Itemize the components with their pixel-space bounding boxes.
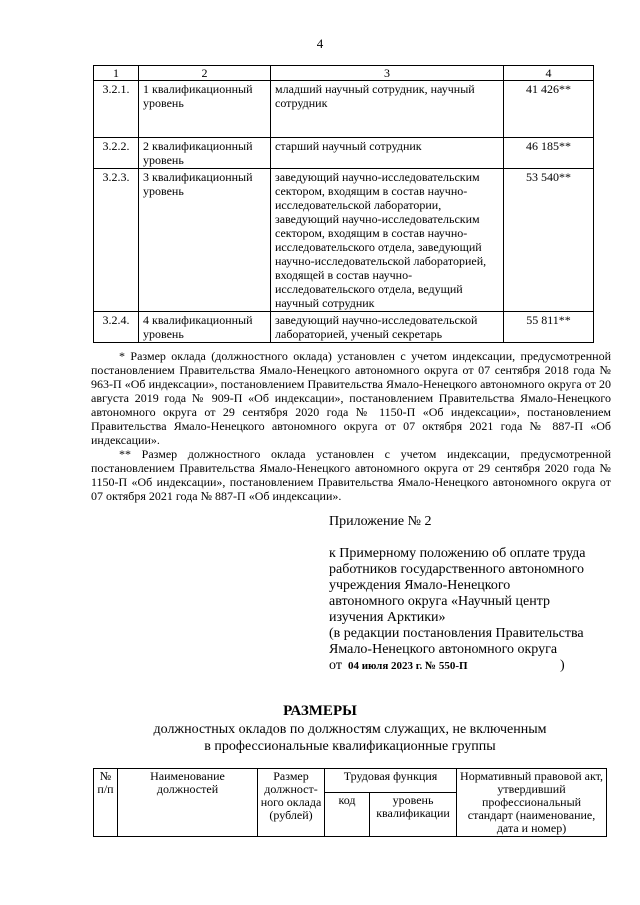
col-header-code: код [325, 793, 370, 837]
row-number: 3.2.4. [94, 312, 139, 343]
salary-value: 55 811** [504, 312, 594, 343]
section-title: РАЗМЕРЫ [283, 703, 357, 719]
salary-value: 46 185** [504, 138, 594, 169]
header-cell: 4 [504, 66, 594, 81]
row-number: 3.2.2. [94, 138, 139, 169]
positions-salary-table [93, 768, 607, 837]
qualification-level: 4 квалификационный уровень [139, 312, 271, 343]
appendix-line: изучения Арктики» [329, 610, 446, 625]
appendix-line: Ямало-Ненецкого автономного округа [329, 642, 558, 657]
table-row [94, 138, 594, 169]
header-cell: 3 [271, 66, 504, 81]
footnote: * Размер оклада (должностного оклада) установлен с учетом индексации, предусмотренной постановлением Правительства Ямало-Ненецкого автономного округа от 07 сентября 2018 года № 963-П «Об индексации», постановлением Правительства Ямало-Ненецкого автономного округа от 20 августа 2019 года № 909-П «Об индексации», постановлением Правительства Ямало-Ненецкого автономного округа от 29 сентября 2020 года № 1150-П «Об индексации», постановлением Правительства Ямало-Ненецкого автономного округа от 07 октября 2021 года № 887-П «Об индексации». [91, 349, 611, 447]
row-number: 3.2.1. [94, 81, 139, 138]
col-header-name: Наименование должностей [118, 769, 258, 837]
section-subtitle [100, 721, 600, 755]
salary-value: 41 426** [504, 81, 594, 138]
qualification-level: 3 квалификационный уровень [139, 169, 271, 312]
edition-date: 04 июля 2023 г. № 550-П [347, 660, 468, 672]
positions: заведующий научно-исследовательской лабораторией, ученый секретарь [271, 312, 504, 343]
col-header-size: Размер должност-ного оклада (рублей) [258, 769, 325, 837]
header-cell: 2 [139, 66, 271, 81]
subtitle-line: должностных окладов по должностям служащих, не включенным [153, 722, 547, 737]
appendix-line: (в редакции постановления Правительства [329, 626, 584, 641]
appendix-line: работников государственного автономного [329, 562, 585, 577]
table-row [94, 169, 594, 312]
positions: заведующий научно-исследовательским сектором, входящим в состав научно-исследовательской лаборатории, заведующий научно-исследовательским сектором, входящим в состав научно-исследовательского отдела, заведующий научно-исследовательской лабораторией, входящей в состав научно-исследовательского отдела, ведущий научный сотрудник [271, 169, 504, 312]
qualification-level: 1 квалификационный уровень [139, 81, 271, 138]
appendix-line: учреждения Ямало-Ненецкого [329, 578, 511, 593]
appendix-title: Приложение № 2 [329, 514, 432, 529]
appendix-line: автономного округа «Научный центр [329, 594, 550, 609]
edition-prefix: от [329, 658, 342, 673]
appendix-line: к Примерному положению об оплате труда [329, 546, 586, 561]
col-header-function: Трудовая функция [325, 769, 457, 793]
salary-value: 53 540** [504, 169, 594, 312]
row-number: 3.2.3. [94, 169, 139, 312]
footnote: ** Размер должностного оклада установлен с учетом индексации, предусмотренной постановлением Правительства Ямало-Ненецкого автономного округа от 29 сентября 2020 года № 1150-П «Об индексации», постановлением Правительства Ямало-Ненецкого автономного округа от 07 октября 2021 года № 887-П «Об индексации». [91, 447, 611, 503]
table-row [94, 312, 594, 343]
col-header-number: № п/п [94, 769, 118, 837]
page-number: 4 [316, 36, 324, 51]
positions: младший научный сотрудник, научный сотрудник [271, 81, 504, 138]
positions: старший научный сотрудник [271, 138, 504, 169]
qualification-level: 2 квалификационный уровень [139, 138, 271, 169]
col-header-act: Нормативный правовой акт, утвердивший профессиональный стандарт (наименование, дата и номер) [457, 769, 607, 837]
salary-table [93, 65, 594, 343]
footnotes [91, 349, 611, 503]
table-row [94, 81, 594, 138]
col-header-level: уровень квалификации [370, 793, 457, 837]
table-header-row [94, 66, 594, 81]
edition-line [329, 658, 629, 674]
table-header-row [94, 769, 607, 793]
header-cell: 1 [94, 66, 139, 81]
subtitle-line: в профессиональные квалификационные группы [204, 739, 496, 754]
edition-suffix: ) [559, 658, 565, 673]
appendix-reference [329, 546, 629, 674]
